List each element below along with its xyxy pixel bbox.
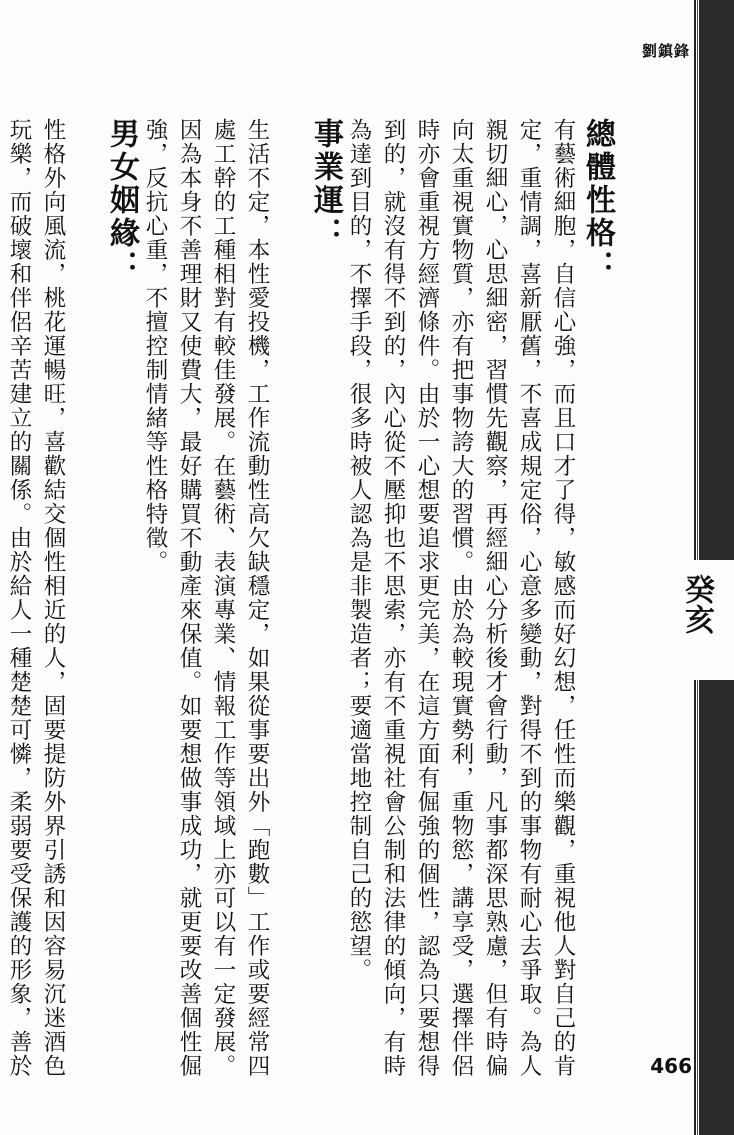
section-text-career: 生活不定，本性愛投機，工作流動性高欠缺穩定，如果從事要出外「跑數」工作或要經常四處工幹的工種相對有較佳發展。在藝術、表演專業、情報工作等領域上亦可以有一定發展。因為本身不善理財又使費大，最好購買不動產來保值。如要想做事成功，就更要改善個性倔強，反抗心重，不擅控制情緒等性格特徵。 <box>142 118 270 1078</box>
edge-hatch-top <box>694 0 700 560</box>
vertical-text-body <box>6 118 615 1078</box>
edge-bar-bottom <box>700 680 734 1135</box>
section-heading-career: 事業運： <box>308 118 343 250</box>
page-number: 466 <box>650 1054 692 1078</box>
edge-bar-top <box>700 0 734 560</box>
author-header: 劉鎮鋒 <box>641 42 690 60</box>
section-text-romance: 性格外向風流，桃花運暢旺，喜歡結交個性相近的人，固要提防外界引誘和因容易沉迷酒色玩樂，而破壞和伴侶辛苦建立的關係。由於給人一種楚楚可憐，柔弱要受保護的形象，善於 <box>6 118 66 1078</box>
stem-branch-label: 癸亥 <box>679 574 714 634</box>
section-text-overall: 有藝術細胞，自信心強，而且口才了得，敏感而好幻想，任性而樂觀，重視他人對自己的肯定，重情調，喜新厭舊，不喜成規定俗，心意多變動，對得不到的事物有耐心去爭取。為人親切細心，心思細密，習慣先觀察，再經細心分析後才會行動，凡事都深思熟慮，但有時偏向太重視實物質，亦有把事物誇大的習慣。由於為較現實勢利，重物慾，講享受，選擇伴侶時亦會重視方經濟條件。由於一心想要追求更完美，在這方面有倔強的個性，認為只要想得到的，就沒有得不到的，內心從不壓抑也不思索，亦有不重視社會公制和法律的傾向，有時為達到目的，不擇手段，很多時被人認為是非製造者；要適當地控制自己的慾望。 <box>346 118 576 1078</box>
edge-hatch-bottom <box>694 680 700 1135</box>
section-heading-romance: 男女姻緣： <box>104 118 139 283</box>
section-heading-overall: 總體性格： <box>580 118 615 283</box>
